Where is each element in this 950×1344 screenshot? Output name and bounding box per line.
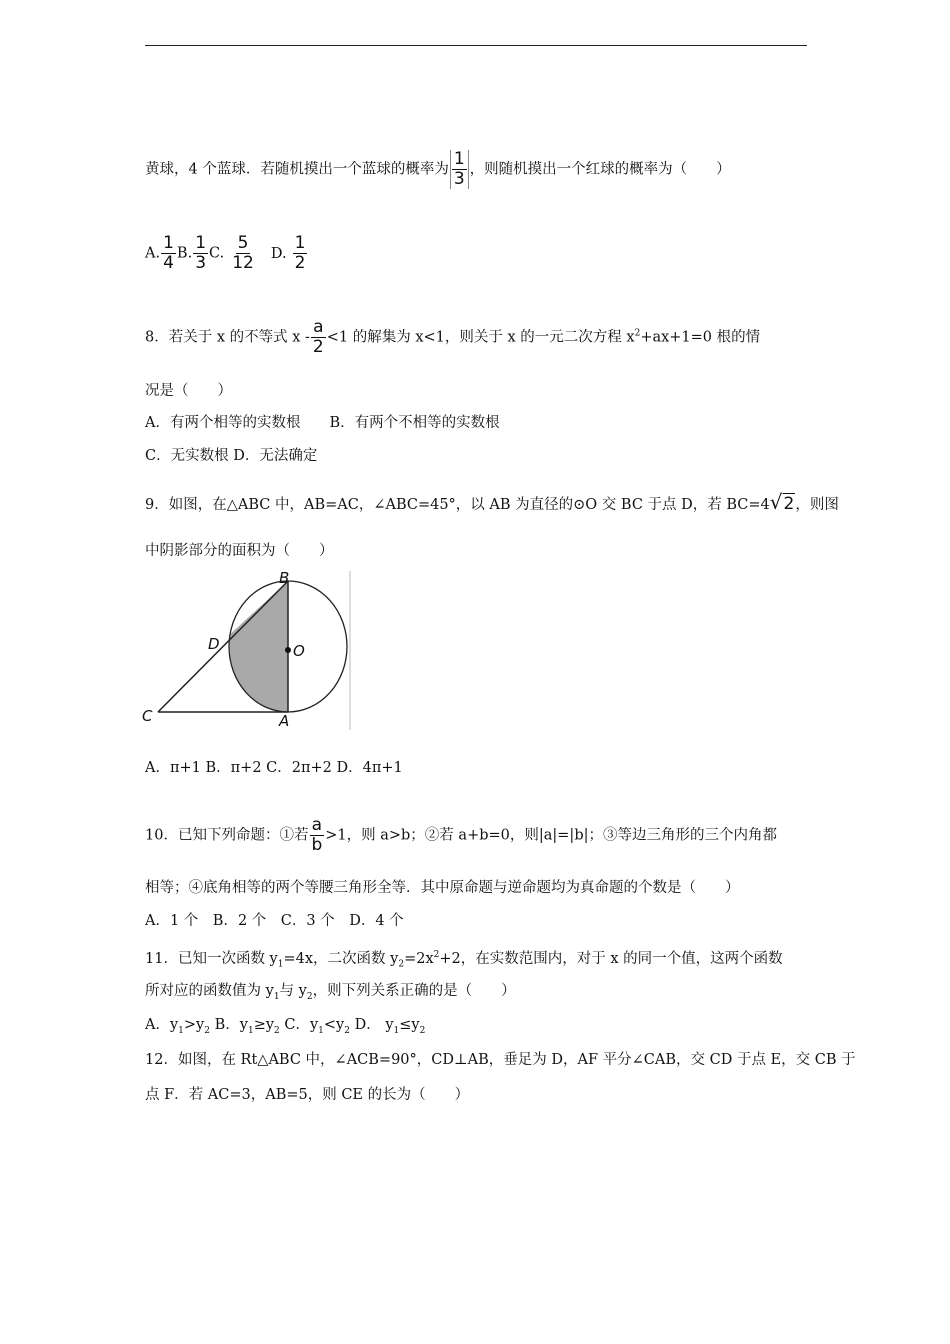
q11-l2-text-b: 与 y [279, 983, 307, 999]
q12-stem: 12．如图，在 Rt△ABC 中，∠ACB=90°，CD⊥AB，垂足为 D，AF 平分∠CAB，交 CD 于点 E，交 CB 于 [145, 1052, 856, 1068]
label-b: B [279, 569, 290, 587]
q8-options-2: C．无实数根 D．无法确定 [145, 448, 318, 464]
q8-text-a: 8．若关于 x 的不等式 x - [145, 329, 310, 346]
q10-fraction [309, 816, 324, 855]
q11-stem [145, 945, 783, 975]
subscript: 1 [393, 1025, 400, 1036]
subscript: 1 [277, 959, 284, 970]
q7-option-d-label: D. [270, 245, 287, 262]
subscript: 2 [344, 1025, 350, 1036]
q9-options: A．π+1 B．π+2 C．2π+2 D．4π+1 [145, 760, 403, 776]
q9-stem [145, 492, 839, 515]
q11-text-d: +2，在实数范围内，对于 x 的同一个值，这两个函数 [439, 950, 783, 967]
shaded-region [230, 581, 288, 712]
q11-option-a: A．y [145, 1017, 179, 1033]
label-c: C [142, 707, 153, 725]
frac-num: 1 [294, 233, 306, 253]
q11-text-c: =2x [404, 950, 434, 967]
q11-l2-text-a: 所对应的函数值为 y [145, 983, 274, 999]
label-o: O [293, 642, 305, 660]
q9-figure [140, 568, 360, 733]
frac-num: 5 [237, 233, 249, 253]
subscript: 1 [247, 1025, 254, 1036]
subscript: 2 [419, 1025, 426, 1036]
center-point [285, 647, 291, 653]
q10-stem [145, 816, 777, 855]
subscript: 1 [273, 991, 280, 1002]
frac-den: 3 [453, 169, 465, 189]
q8-options-1: A．有两个相等的实数根 B．有两个不相等的实数根 [145, 415, 500, 431]
q9-text-a: 9．如图，在△ABC 中，AB=AC，∠ABC=45°，以 AB 为直径的⊙O 交 BC 于点 D，若 BC=4 [145, 497, 770, 513]
q7-option-b [193, 234, 208, 273]
q11-option-b: B．y [209, 1017, 248, 1033]
q7-option-a-label: A. [145, 245, 161, 262]
frac-den: 4 [163, 253, 174, 273]
header-rule [145, 45, 807, 46]
q11-option-d-rel: ≤y [399, 1017, 420, 1033]
q8-superscript: 2 [634, 328, 641, 339]
q12-stem-line2: 点 F．若 AC=3，AB=5，则 CE 的长为（ ） [145, 1087, 470, 1103]
q8-text-b: <1 的解集为 x<1，则关于 x 的一元二次方程 x [326, 329, 635, 346]
q9-stem-line2: 中阴影部分的面积为（ ） [145, 543, 334, 559]
subscript: 1 [318, 1025, 324, 1036]
q7-option-a [161, 234, 176, 273]
frac-num: a [311, 815, 323, 835]
radicand: 2 [783, 494, 795, 514]
q7-options [145, 234, 308, 273]
q11-text-b: =4x，二次函数 y [283, 950, 399, 967]
q7-option-c [230, 234, 256, 273]
subscript: 2 [274, 1025, 280, 1036]
frac-num: 1 [163, 233, 174, 253]
q11-l2-text-c: ，则下列关系正确的是（ ） [312, 983, 516, 999]
q11-stem-line2 [145, 981, 516, 1007]
q11-option-d: D． y [349, 1017, 394, 1033]
q7-text-b: ，则随机摸出一个红球的概率为（ ） [469, 161, 731, 178]
q7-text-a: 黄球，4 个蓝球．若随机摸出一个蓝球的概率为 [145, 161, 449, 178]
frac-num: 1 [195, 233, 207, 253]
q11-option-c-rel: <y [323, 1017, 345, 1033]
frac-den: 2 [312, 337, 324, 357]
frac-den: 3 [195, 253, 207, 273]
q10-text-a: 10．已知下列命题：①若 [145, 827, 309, 844]
q7-fraction [450, 150, 469, 189]
q11-option-a-rel: >y [183, 1017, 205, 1033]
q9-text-b: ，则图 [795, 497, 839, 513]
q8-fraction [311, 318, 326, 357]
frac-den: 2 [294, 253, 306, 273]
label-d: D [208, 635, 220, 653]
q7-option-d [293, 234, 308, 273]
frac-num: a [313, 317, 324, 337]
subscript: 2 [398, 959, 405, 970]
frac-den: b [311, 835, 323, 855]
q8-stem-line2: 况是（ ） [145, 383, 232, 399]
subscript: 2 [306, 991, 313, 1002]
label-a: A [279, 712, 290, 730]
q11-text-a: 11．已知一次函数 y [145, 950, 278, 967]
frac-num: 1 [453, 149, 465, 169]
sqrt-sign: √ [769, 490, 783, 514]
q8-stem [145, 318, 760, 357]
q11-option-b-rel: ≥y [253, 1017, 275, 1033]
q11-option-c: C．y [279, 1017, 319, 1033]
superscript: 2 [433, 950, 440, 960]
q8-text-c: +ax+1=0 根的情 [640, 329, 761, 346]
subscript: 2 [204, 1025, 210, 1036]
frac-den: 12 [232, 253, 254, 273]
subscript: 1 [178, 1025, 184, 1036]
q7-option-b-label: B. [176, 245, 193, 262]
q11-options [145, 1015, 425, 1041]
q10-stem-line2: 相等；④底角相等的两个等腰三角形全等．其中原命题与逆命题均为真命题的个数是（ ） [145, 880, 740, 896]
q10-options: A．1 个 B．2 个 C．3 个 D．4 个 [145, 913, 404, 929]
q10-text-b: >1，则 a>b；②若 a+b=0，则|a|=|b|；③等边三角形的三个内角都 [325, 827, 777, 844]
q7-option-c-label: C. [209, 245, 225, 262]
q7-stem [145, 150, 731, 189]
